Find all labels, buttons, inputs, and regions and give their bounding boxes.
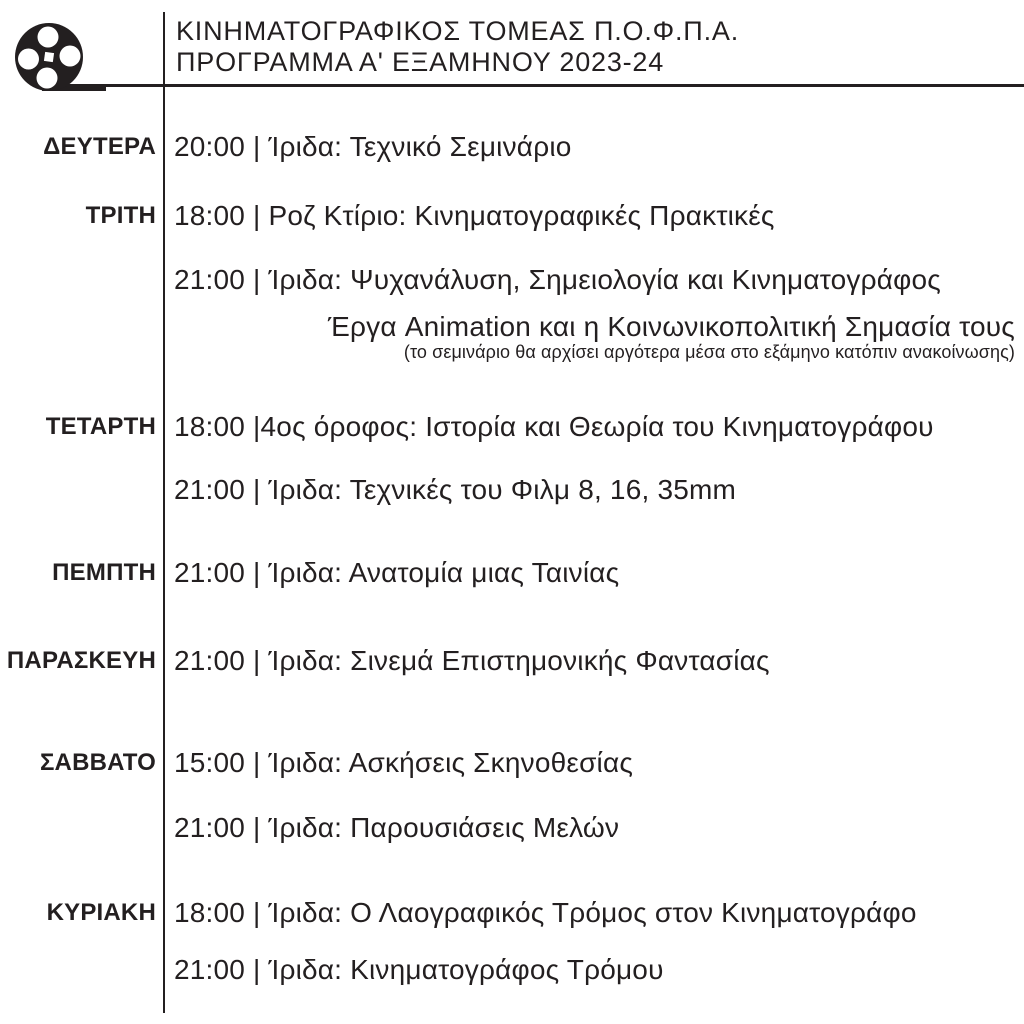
event-line: 15:00 | Ίριδα: Ασκήσεις Σκηνοθεσίας bbox=[174, 747, 634, 778]
schedule-row bbox=[0, 811, 1024, 845]
schedule-row bbox=[0, 896, 1024, 930]
event-line: 21:00 | Ίριδα: Σινεμά Επιστημονικής Φαντασίας bbox=[174, 645, 770, 676]
horizontal-divider bbox=[100, 84, 1024, 87]
schedule-row bbox=[0, 556, 1024, 590]
schedule-row bbox=[0, 263, 1024, 297]
event-line: 21:00 | Ίριδα: Παρουσιάσεις Μελών bbox=[174, 812, 620, 843]
film-reel-icon bbox=[14, 20, 106, 98]
day-label-monday: ΔΕΥΤΕΡΑ bbox=[43, 133, 156, 160]
day-label-tuesday: ΤΡΙΤΗ bbox=[85, 202, 156, 229]
header bbox=[176, 16, 739, 78]
schedule-row bbox=[0, 644, 1024, 678]
event-line: 18:00 | Ίριδα: Ο Λαογραφικός Τρόμος στον Κινηματογράφο bbox=[174, 897, 917, 928]
event-line: 18:00 | Ροζ Κτίριο: Κινηματογραφικές Πρακτικές bbox=[174, 200, 775, 231]
schedule-row bbox=[0, 342, 1024, 376]
page-title-line1: ΚΙΝΗΜΑΤΟΓΡΑΦΙΚΟΣ ΤΟΜΕΑΣ Π.Ο.Φ.Π.Α. bbox=[176, 16, 740, 46]
event-line-continuation: Έργα Animation και η Κοινωνικοπολιτική Σημασία τους bbox=[327, 311, 1015, 342]
schedule-row bbox=[0, 473, 1024, 507]
day-label-wednesday: ΤΕΤΑΡΤΗ bbox=[45, 413, 156, 440]
event-line: 21:00 | Ίριδα: Τεχνικές του Φιλμ 8, 16, 35mm bbox=[174, 474, 737, 505]
event-line: 21:00 | Ίριδα: Ανατομία μιας Ταινίας bbox=[174, 557, 620, 588]
page-title-line2: ΠΡΟΓΡΑΜΜΑ Α' ΕΞΑΜΗΝΟΥ 2023-24 bbox=[176, 47, 665, 77]
event-line: 21:00 | Ίριδα: Κινηματογράφος Τρόμου bbox=[174, 954, 664, 985]
day-label-friday: ΠΑΡΑΣΚΕΥΗ bbox=[6, 647, 156, 674]
schedule-row bbox=[0, 310, 1024, 344]
event-line: 21:00 | Ίριδα: Ψυχανάλυση, Σημειολογία και Κινηματογράφος bbox=[174, 264, 941, 295]
event-note: (το σεμινάριο θα αρχίσει αργότερα μέσα στο εξάμηνο κατόπιν ανακοίνωσης) bbox=[403, 342, 1015, 362]
day-label-thursday: ΠΕΜΠΤΗ bbox=[52, 559, 156, 586]
day-label-sunday: ΚΥΡΙΑΚΗ bbox=[46, 899, 156, 926]
schedule-row bbox=[0, 199, 1024, 233]
schedule-row bbox=[0, 953, 1024, 987]
event-line: 18:00 |4ος όροφος: Ιστορία και Θεωρία του Κινηματογράφου bbox=[174, 411, 934, 442]
schedule-row bbox=[0, 746, 1024, 780]
day-label-saturday: ΣΑΒΒΑΤΟ bbox=[39, 749, 156, 776]
schedule-row bbox=[0, 410, 1024, 444]
schedule-row bbox=[0, 130, 1024, 164]
event-line: 20:00 | Ίριδα: Τεχνικό Σεμινάριο bbox=[174, 131, 572, 162]
